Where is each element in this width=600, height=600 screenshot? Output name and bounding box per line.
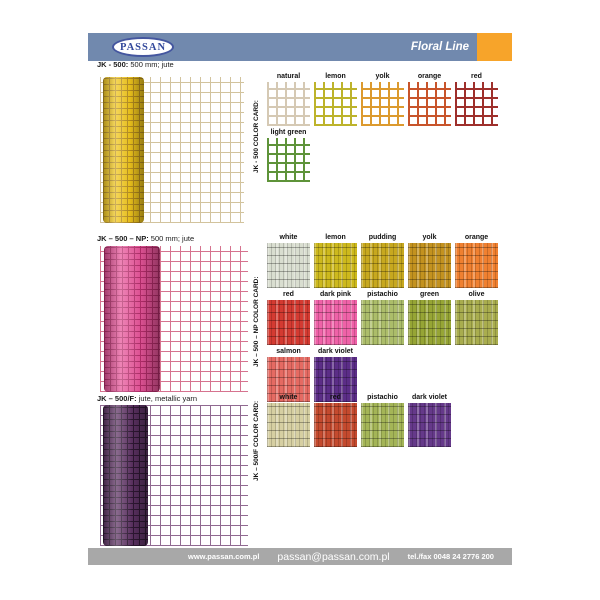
swatch-label: light green xyxy=(270,129,307,136)
swatch-label: white xyxy=(279,394,298,401)
swatch-label: yolk xyxy=(375,73,390,80)
swatch-olive xyxy=(455,300,498,345)
swatch-grid xyxy=(267,73,498,185)
swatch-cell xyxy=(408,73,451,126)
swatch-red xyxy=(455,82,498,126)
swatch-cell xyxy=(267,129,310,182)
swatch-cell xyxy=(455,73,498,126)
swatch-row xyxy=(267,73,498,126)
swatch-label: pudding xyxy=(368,234,397,241)
swatch-lemon xyxy=(314,243,357,288)
color-card-title: JK - 500 COLOR CARD: xyxy=(253,100,260,174)
swatch-cell xyxy=(314,394,357,447)
swatch-cell xyxy=(267,234,310,288)
swatch-yolk xyxy=(361,82,404,126)
mesh-roll xyxy=(103,405,148,546)
swatch-red xyxy=(267,300,310,345)
swatch-orange xyxy=(408,82,451,126)
swatch-label: olive xyxy=(468,291,485,298)
swatch-grid xyxy=(267,234,498,405)
swatch-row xyxy=(267,234,498,288)
header-accent-block xyxy=(477,33,512,61)
swatch-label: pistachio xyxy=(367,291,398,298)
passan-logo xyxy=(112,37,174,57)
swatch-cell xyxy=(361,73,404,126)
swatch-cell xyxy=(267,394,310,447)
section-label xyxy=(97,394,197,403)
swatch-label: orange xyxy=(464,234,489,241)
swatch-dark-pink xyxy=(314,300,357,345)
swatch-cell xyxy=(361,394,404,447)
swatch-cell xyxy=(408,234,451,288)
swatch-cell xyxy=(314,73,357,126)
swatch-label: dark violet xyxy=(411,394,447,401)
section-label-code: JK - 500: xyxy=(97,60,129,69)
section-jk-500-f xyxy=(88,394,512,554)
swatch-label: pistachio xyxy=(367,394,398,401)
swatch-label: white xyxy=(279,234,298,241)
swatch-grid xyxy=(267,394,451,450)
swatch-cell xyxy=(314,291,357,345)
swatch-row xyxy=(267,129,498,182)
swatch-cell xyxy=(267,291,310,345)
section-jk-500 xyxy=(88,60,512,230)
swatch-cell xyxy=(361,234,404,288)
mesh-roll xyxy=(103,77,144,223)
color-card-title: JK – 500/F COLOR CARD: xyxy=(253,400,260,482)
swatch-white xyxy=(267,403,310,447)
swatch-label: red xyxy=(330,394,341,401)
product-photo-jk-500 xyxy=(100,77,244,223)
swatch-row xyxy=(267,394,451,447)
section-label-desc: 500 mm; jute xyxy=(148,234,195,243)
mesh-roll xyxy=(104,246,160,392)
swatch-cell xyxy=(408,394,451,447)
swatch-dark-violet xyxy=(408,403,451,447)
swatch-label: orange xyxy=(417,73,442,80)
swatch-label: salmon xyxy=(276,348,301,355)
swatch-label: red xyxy=(471,73,482,80)
swatch-label: dark pink xyxy=(319,291,352,298)
swatch-cell xyxy=(361,291,404,345)
swatch-pudding xyxy=(361,243,404,288)
footer-phone: tel./fax 0048 24 2776 200 xyxy=(407,552,494,561)
swatch-cell xyxy=(455,234,498,288)
footer-bar xyxy=(88,548,512,565)
swatch-light-green xyxy=(267,138,310,182)
swatch-label: dark violet xyxy=(317,348,353,355)
swatch-yolk xyxy=(408,243,451,288)
swatch-label: red xyxy=(283,291,294,298)
product-photo-jk-500-np xyxy=(100,246,248,392)
swatch-pistachio xyxy=(361,300,404,345)
swatch-label: natural xyxy=(276,73,301,80)
section-label xyxy=(97,60,174,69)
swatch-label: lemon xyxy=(325,73,346,80)
swatch-label: lemon xyxy=(325,234,346,241)
page-title: Floral Line xyxy=(410,41,469,53)
swatch-white xyxy=(267,243,310,288)
section-label-desc: jute, metallic yarn xyxy=(136,394,198,403)
swatch-orange xyxy=(455,243,498,288)
swatch-natural xyxy=(267,82,310,126)
passan-logo-text: PASSAN xyxy=(119,41,167,53)
footer-website: www.passan.com.pl xyxy=(188,552,260,561)
swatch-lemon xyxy=(314,82,357,126)
product-photo-jk-500-f xyxy=(100,405,248,546)
swatch-cell xyxy=(408,291,451,345)
section-label xyxy=(97,234,194,243)
swatch-cell xyxy=(314,234,357,288)
color-card-title: JK – 500 – NP COLOR CARD: xyxy=(253,276,260,368)
swatch-pistachio xyxy=(361,403,404,447)
footer-email: passan@passan.com.pl xyxy=(277,550,390,563)
swatch-cell xyxy=(267,73,310,126)
section-label-code: JK – 500/F: xyxy=(97,394,137,403)
section-jk-500-np xyxy=(88,234,512,400)
swatch-label: yolk xyxy=(422,234,437,241)
section-label-code: JK – 500 – NP: xyxy=(97,234,149,243)
swatch-cell xyxy=(455,291,498,345)
swatch-green xyxy=(408,300,451,345)
swatch-red xyxy=(314,403,357,447)
swatch-label: green xyxy=(419,291,440,298)
section-label-desc: 500 mm; jute xyxy=(128,60,174,69)
header-bar xyxy=(88,33,477,61)
swatch-row xyxy=(267,291,498,345)
